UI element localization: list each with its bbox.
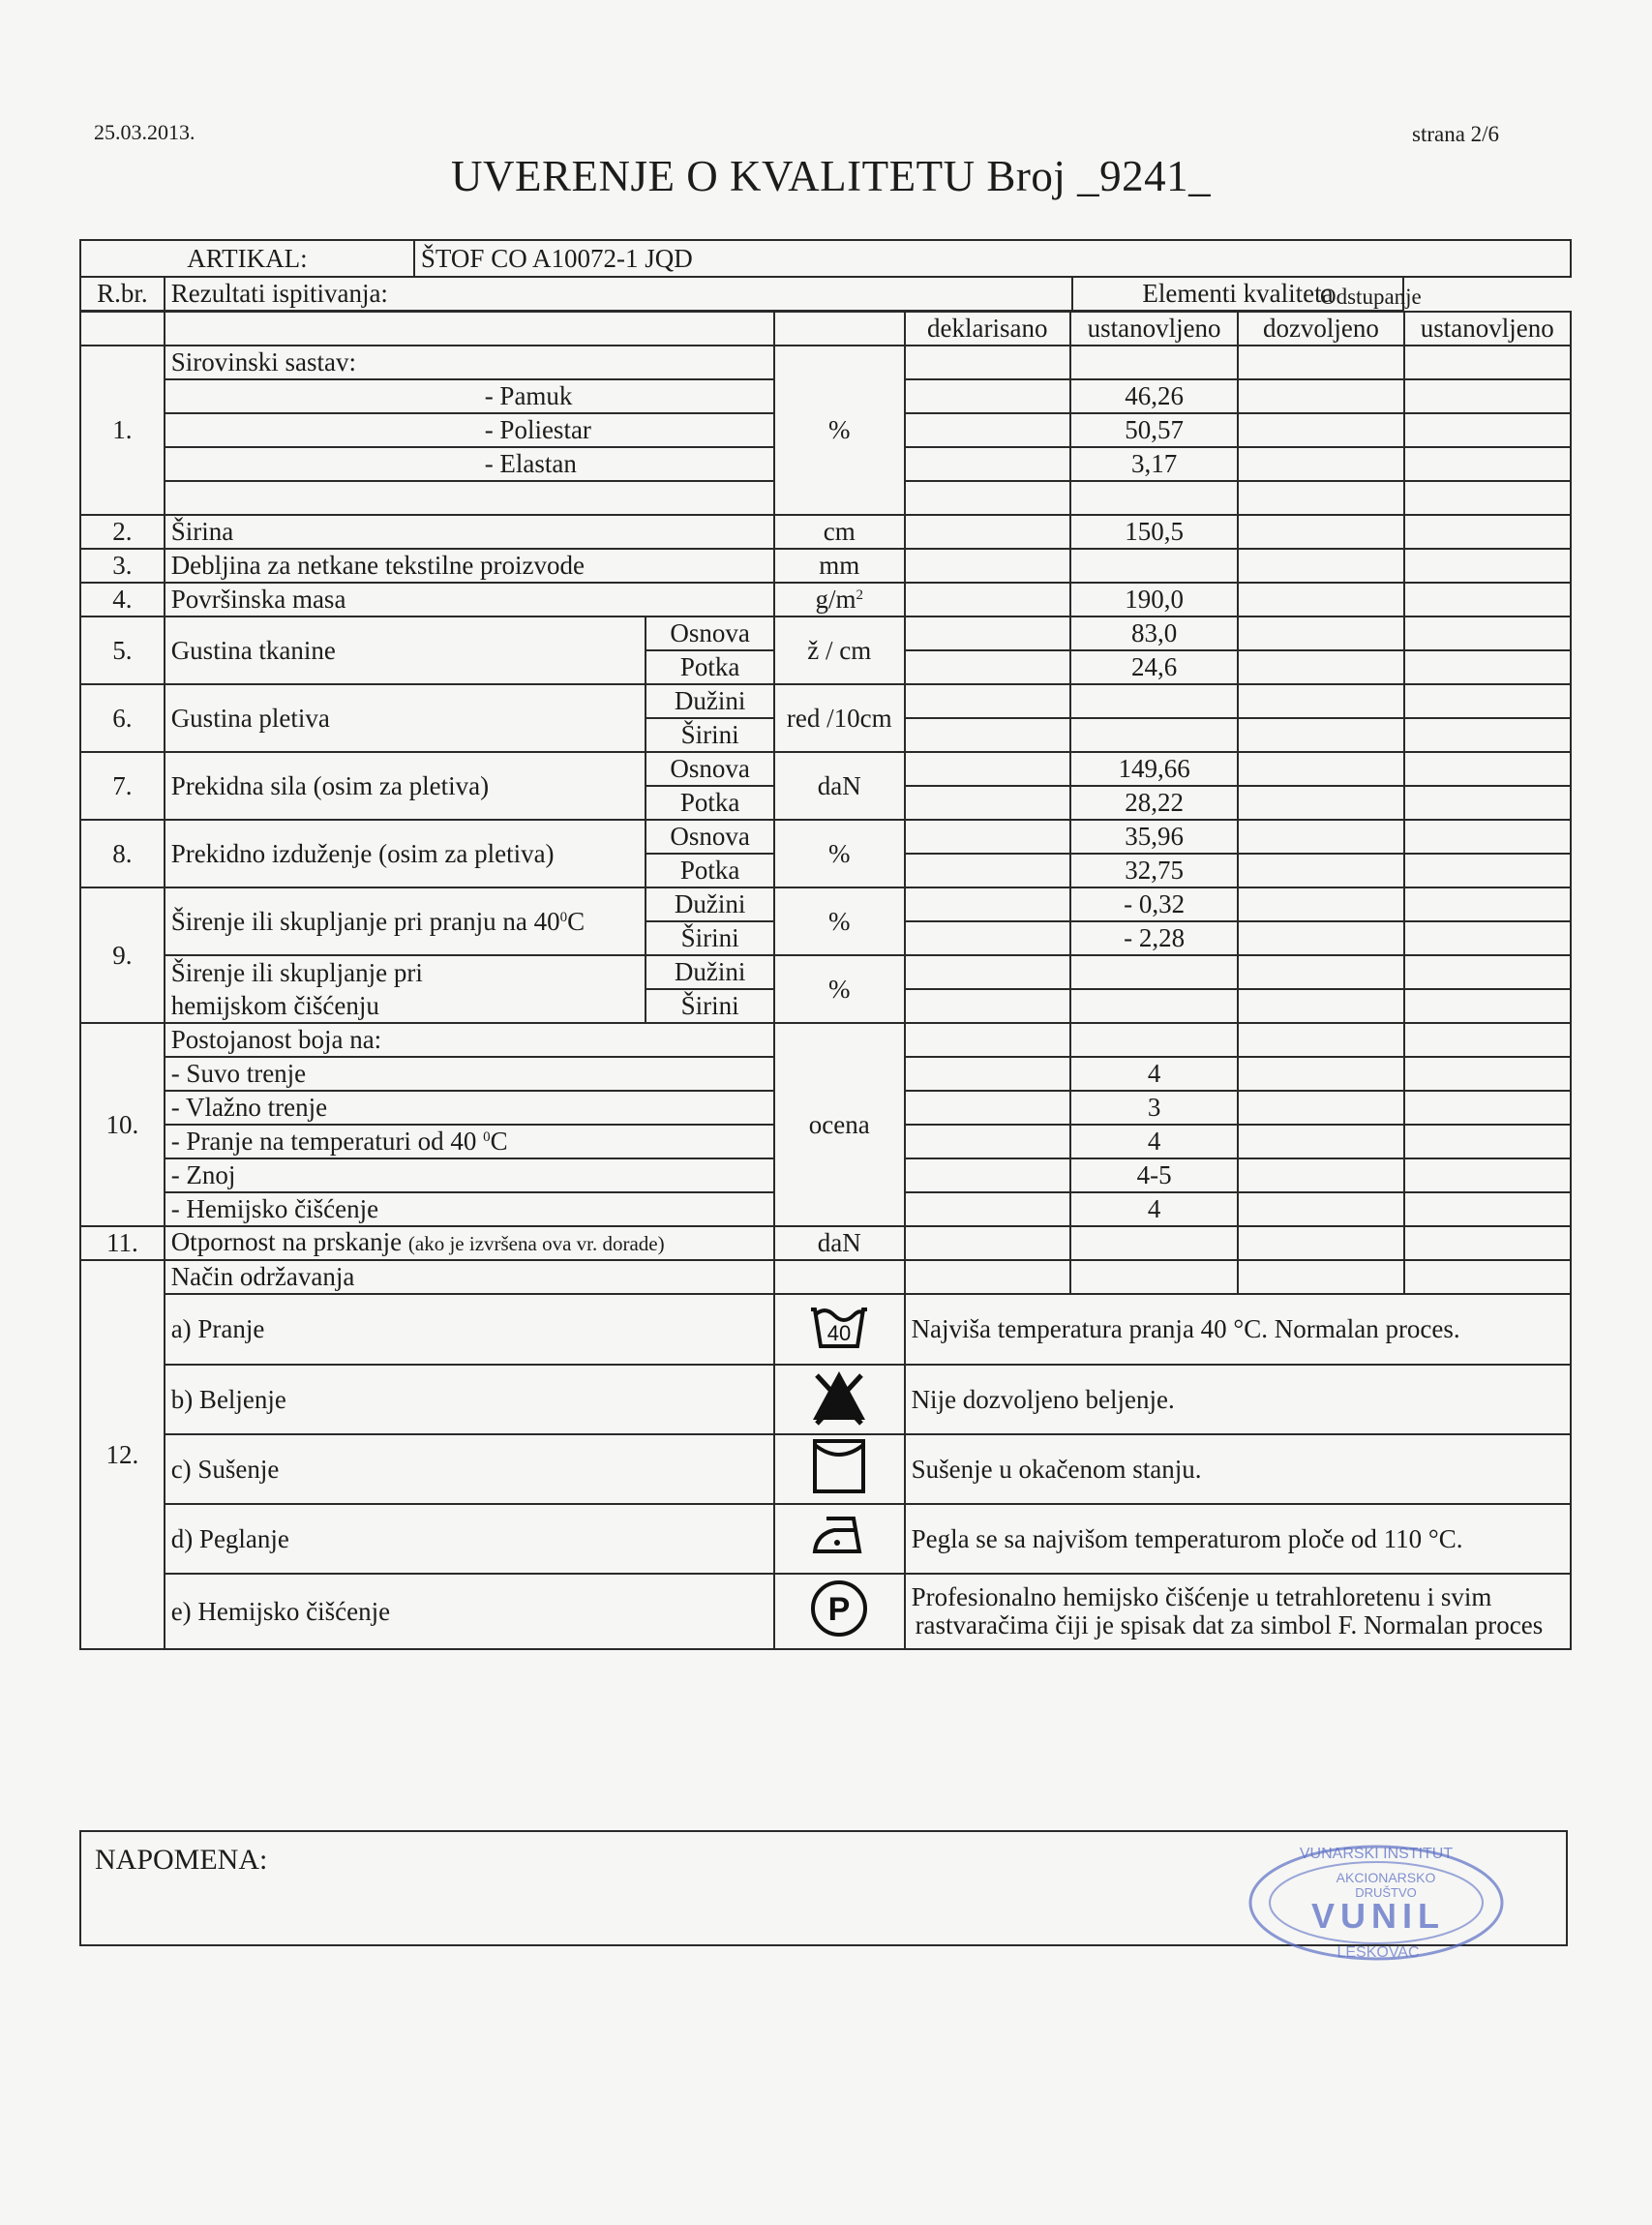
row-label: - Suvo trenje (165, 1057, 774, 1091)
row-label: Postojanost boja na: (165, 1023, 774, 1057)
row-label: Debljina za netkane tekstilne proizvode (165, 549, 774, 583)
svg-text:DRUŠTVO: DRUŠTVO (1355, 1885, 1417, 1900)
row-value (1070, 684, 1238, 718)
row-value (1070, 549, 1238, 583)
row-number: 10. (80, 1023, 165, 1226)
row-number: 12. (80, 1260, 165, 1649)
row-value (1070, 718, 1238, 752)
care-description: Profesionalno hemijsko čišćenje u tetrahloretenu i svim rastvaračima čiji je spisak dat za simbol F. Normalan proces (905, 1574, 1571, 1649)
row-value: 28,22 (1070, 786, 1238, 820)
table-row (80, 549, 1571, 583)
table-row (80, 684, 1571, 718)
artikal-row (80, 240, 1571, 277)
row-sub: Dužini (646, 887, 774, 921)
col-rbr: R.br. (80, 277, 165, 311)
care-description: Pegla se sa najvišom temperaturom ploče od 110 °C. (905, 1504, 1571, 1574)
row-number: 9. (80, 887, 165, 1023)
row-unit: daN (774, 752, 905, 820)
svg-text:40: 40 (827, 1320, 852, 1345)
row-unit: red /10cm (774, 684, 905, 752)
row-label: Gustina tkanine (165, 616, 646, 684)
row-value: 4-5 (1070, 1158, 1238, 1192)
table-row (80, 1226, 1571, 1260)
line-dry-icon (774, 1434, 905, 1504)
row-label: Širenje ili skupljanje pri pranju na $40^0C$ (165, 887, 646, 955)
row-label: - Pamuk (165, 379, 774, 413)
row-label: Gustina pletiva (165, 684, 646, 752)
col-established-2: ustanovljeno (1404, 312, 1571, 346)
row-unit: daN (774, 1226, 905, 1260)
row-sub: Širini (646, 718, 774, 752)
wash-40-icon (774, 1294, 905, 1365)
iron-icon (774, 1504, 905, 1574)
row-number: 1. (80, 346, 165, 515)
care-row (80, 1574, 1571, 1649)
col-allowed: dozvoljeno (1238, 312, 1403, 346)
document-date: 25.03.2013. (94, 120, 195, 144)
care-description: Nije dozvoljeno beljenje. (905, 1365, 1571, 1434)
row-label: Površinska masa (165, 583, 774, 616)
document-title: UVERENJE O KVALITETU Broj _9241_ (451, 152, 1212, 200)
row-sub: Potka (646, 786, 774, 820)
row-label: - Elastan (165, 447, 774, 481)
row-sub: Osnova (646, 752, 774, 786)
table-row (80, 752, 1571, 786)
row-number: 5. (80, 616, 165, 684)
svg-text:VUNIL: VUNIL (1311, 1896, 1445, 1936)
col-declared: deklarisano (905, 312, 1070, 346)
artikal-label: ARTIKAL: (80, 240, 414, 277)
care-label: b) Beljenje (165, 1365, 774, 1434)
row-value: 35,96 (1070, 820, 1238, 854)
note-label: NAPOMENA: (95, 1844, 268, 1876)
table-row (80, 1023, 1571, 1057)
row-sub: Osnova (646, 820, 774, 854)
row-sub: Osnova (646, 616, 774, 650)
row-label: Sirovinski sastav: (165, 346, 774, 379)
table-row (80, 515, 1571, 549)
care-label: e) Hemijsko čišćenje (165, 1574, 774, 1649)
row-value: 83,0 (1070, 616, 1238, 650)
row-value: 149,66 (1070, 752, 1238, 786)
row-unit: % (774, 820, 905, 887)
row-label: - Znoj (165, 1158, 774, 1192)
row-label: Način održavanja (165, 1260, 774, 1294)
care-description: Sušenje u okačenom stanju. (905, 1434, 1571, 1504)
row-value: 32,75 (1070, 854, 1238, 887)
table-row (80, 887, 1571, 921)
row-value: 4 (1070, 1192, 1238, 1226)
row-unit: % (774, 955, 905, 1023)
row-value: 3,17 (1070, 447, 1238, 481)
svg-text:AKCIONARSKO: AKCIONARSKO (1336, 1870, 1436, 1885)
results-table (79, 311, 1572, 1650)
table-row (80, 583, 1571, 616)
row-number: 3. (80, 549, 165, 583)
row-label: - Vlažno trenje (165, 1091, 774, 1125)
row-sub: Širini (646, 921, 774, 955)
care-description: Najviša temperatura pranja 40 °C. Normalan proces. (905, 1294, 1571, 1365)
svg-text:LESKOVAC: LESKOVAC (1337, 1944, 1420, 1961)
care-row (80, 1294, 1571, 1365)
row-unit: ocena (774, 1023, 905, 1226)
table-row (80, 1260, 1571, 1294)
care-row (80, 1434, 1571, 1504)
row-label: Otpornost na prskanje (ako je izvršena ova vr. dorade) (165, 1226, 774, 1260)
table-row (80, 955, 1571, 989)
table-row (80, 616, 1571, 650)
row-value: 46,26 (1070, 379, 1238, 413)
page-number: strana 2/6 (1412, 122, 1500, 146)
svg-text:P: P (827, 1591, 851, 1628)
row-value: 50,57 (1070, 413, 1238, 447)
row-value: - 2,28 (1070, 921, 1238, 955)
row-number: 11. (80, 1226, 165, 1260)
care-label: a) Pranje (165, 1294, 774, 1365)
row-value: 150,5 (1070, 515, 1238, 549)
row-value: 4 (1070, 1057, 1238, 1091)
subheader-row (80, 312, 1571, 346)
row-label: Prekidno izduženje (osim za pletiva) (165, 820, 646, 887)
col-elements: Elementi kvaliteta (1072, 277, 1404, 311)
table-row (80, 346, 1571, 379)
row-label: - Poliestar (165, 413, 774, 447)
row-unit: % (774, 887, 905, 955)
row-value: 190,0 (1070, 583, 1238, 616)
row-sub: Potka (646, 650, 774, 684)
row-unit: cm (774, 515, 905, 549)
care-row (80, 1504, 1571, 1574)
col-deviation: Odstupanje (1320, 285, 1422, 309)
row-number: 6. (80, 684, 165, 752)
row-value: 4 (1070, 1125, 1238, 1158)
row-sub: Potka (646, 854, 774, 887)
artikal-value: ŠTOF CO A10072-1 JQD (414, 240, 1571, 277)
row-number: 4. (80, 583, 165, 616)
row-label: Širenje ili skupljanje pri hemijskom čišćenju (165, 955, 646, 1023)
no-bleach-icon (774, 1365, 905, 1434)
care-label: d) Peglanje (165, 1504, 774, 1574)
row-sub: Dužini (646, 955, 774, 989)
row-label: - Pranje na temperaturi od 40 $^0$C (165, 1125, 774, 1158)
row-number: 7. (80, 752, 165, 820)
care-row (80, 1365, 1571, 1434)
row-number: 2. (80, 515, 165, 549)
dry-clean-p-icon (774, 1574, 905, 1649)
row-label: Širina (165, 515, 774, 549)
row-unit: ž / cm (774, 616, 905, 684)
row-unit: mm (774, 549, 905, 583)
row-value: 24,6 (1070, 650, 1238, 684)
svg-text:VUNARSKI INSTITUT: VUNARSKI INSTITUT (1299, 1846, 1454, 1862)
row-unit: $g/m^2$ (774, 583, 905, 616)
col-established: ustanovljeno (1070, 312, 1238, 346)
institute-stamp (1243, 1839, 1510, 1967)
col-results: Rezultati ispitivanja: (165, 277, 1072, 311)
table-row (80, 820, 1571, 854)
row-label: Prekidna sila (osim za pletiva) (165, 752, 646, 820)
row-value: 3 (1070, 1091, 1238, 1125)
row-sub: Širini (646, 989, 774, 1023)
row-label: - Hemijsko čišćenje (165, 1192, 774, 1226)
row-unit: % (774, 346, 905, 515)
care-label: c) Sušenje (165, 1434, 774, 1504)
row-value: - 0,32 (1070, 887, 1238, 921)
row-sub: Dužini (646, 684, 774, 718)
row-number: 8. (80, 820, 165, 887)
